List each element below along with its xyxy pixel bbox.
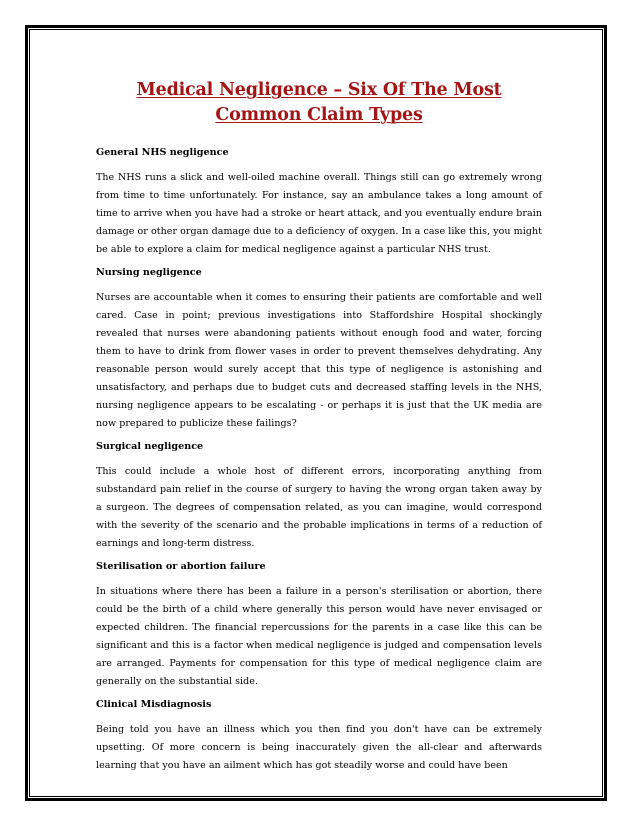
section-body: Being told you have an illness which you then find you don't have can be extremely upsetting. Of more concern is being inaccurately given the all-clear and afterwards learning that you have an ailment which has got steadily worse and could have been [96,724,542,771]
section-heading: General NHS negligence [96,147,229,158]
section-body: In situations where there has been a failure in a person's sterilisation or abortion, there could be the birth of a child where generally this person would have never envisaged or expected children. The financial repercussions for the parents in a case like this can be significant and this is a factor when medical negligence is judged and compensation levels are arranged. Payments for compensation for this type of medical negligence claim are generally on the substantial side. [96,586,542,687]
section-body: The NHS runs a slick and well-oiled machine overall. Things still can go extremely wrong from time to time unfortunately. For instance, say an ambulance takes a long amount of time to arrive when you have had a stroke or heart attack, and you eventually endure brain damage or other organ damage due to a deficiency of oxygen. In a case like this, you might be able to explore a claim for medical negligence against a particular NHS trust. [96,172,542,255]
section-heading: Nursing negligence [96,267,202,278]
section-surgical-negligence [96,440,542,553]
section-heading: Surgical negligence [96,441,204,452]
section-heading: Sterilisation or abortion failure [96,561,266,572]
section-nursing-negligence [96,266,542,433]
document-content [96,78,542,782]
section-sterilisation-or-abortion-failure [96,560,542,691]
document-title: Medical Negligence – Six Of The Most Common Claim Types [136,80,502,125]
section-body: Nurses are accountable when it comes to ensuring their patients are comfortable and well cared. Case in point; previous investigations into Staffordshire Hospital shockingly revealed that nurses were abandoning patients without enough food and water, forcing them to have to drink from flower vases in order to prevent themselves dehydrating. Any reasonable person would surely accept that this type of negligence is astonishing and unsatisfactory, and perhaps due to budget cuts and decreased staffing levels in the NHS, nursing negligence appears to be escalating - or perhaps it is just that the UK media are now prepared to publicize these failings? [96,292,542,429]
section-body: This could include a whole host of different errors, incorporating anything from substandard pain relief in the course of surgery to having the wrong organ taken away by a surgeon. The degrees of compensation related, as you can imagine, would correspond with the severity of the scenario and the probable implications in terms of a reduction of earnings and long-term distress. [96,466,542,549]
section-heading: Clinical Misdiagnosis [96,699,212,710]
section-general-nhs-negligence [96,146,542,259]
section-clinical-misdiagnosis [96,698,542,775]
